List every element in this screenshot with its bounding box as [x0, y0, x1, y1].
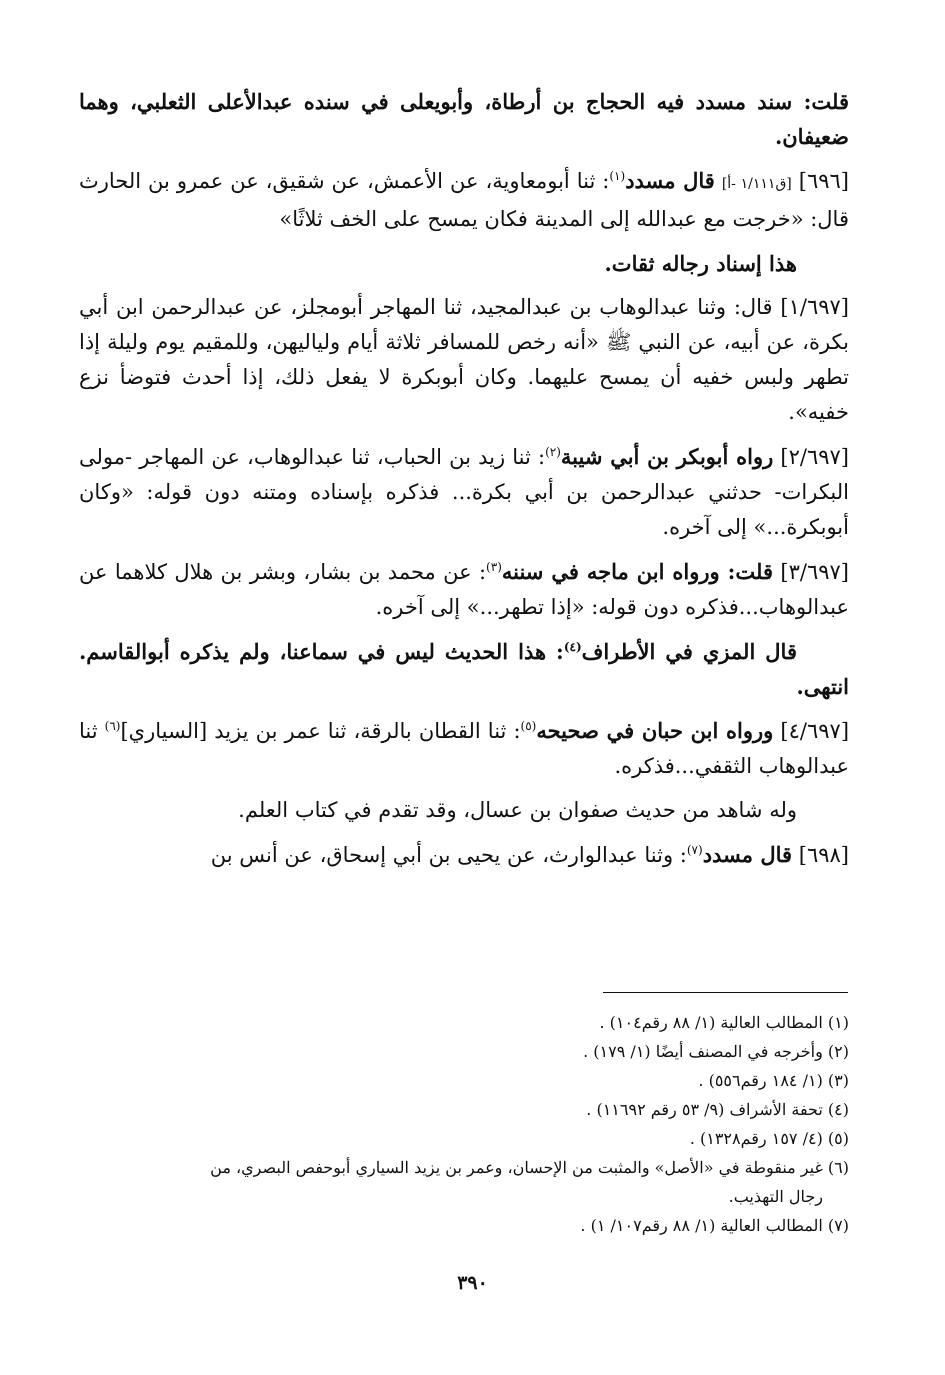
footnote-7: (٧) المطالب العالية (١/ ٨٨ رقم١٠٧/ ١) .	[580, 1216, 849, 1235]
footnote-ref: (٢)	[545, 445, 561, 459]
footnote-6	[79, 1153, 849, 1211]
hadith-text: : ثنا زيد بن الحباب، ثنا عبدالوهاب، عن المهاجر -مولى البكرات- حدثني عبدالرحمن بن أبي بكرة... فذكره بإسناده ومتنه دون قوله: «وكان أبوبكرة...» إلى آخره.	[79, 445, 849, 539]
hadith-697-3	[79, 554, 849, 625]
manuscript-ref: [ق١/١١١ -أ]	[721, 176, 792, 192]
footnote-ref: (٦)	[104, 719, 121, 733]
footnote-ref: (٤)	[563, 640, 582, 654]
hadith-number: [٦٩٦]	[798, 169, 849, 193]
page-number: ٣٩٠	[457, 1272, 488, 1294]
footnote-divider	[603, 992, 848, 993]
footnote-3: (٣) (١/ ١٨٤ رقم٥٥٦) .	[698, 1071, 849, 1090]
hadith-text: : عن محمد بن بشار، وبشر بن هلال كلاهما عن عبدالوهاب...فذكره دون قوله: «إذا تطهر...» إلى آخره.	[79, 560, 849, 619]
footnote-4: (٤) تحفة الأشراف (٩/ ٥٣ رقم ١١٦٩٢) .	[586, 1100, 849, 1119]
hadith-text-end: ثنا عبدالوهاب الثقفي...فذكره.	[79, 719, 849, 778]
hadith-697-1	[79, 290, 849, 430]
footnote-1: (١) المطالب العالية (١/ ٨٨ رقم١٠٤) .	[599, 1013, 849, 1032]
hadith-number: [٤/٦٩٧]	[780, 719, 850, 743]
narrator-bold: قلت: ورواه ابن ماجه في سننه	[501, 559, 774, 584]
mizzi-remark-a: قال المزي في الأطراف	[581, 639, 797, 664]
witness-remark	[79, 793, 849, 828]
footnote-ref: (٧)	[686, 843, 703, 857]
narrator-bold: ورواه ابن حبان في صحيحه	[536, 718, 774, 743]
hadith-697-2	[79, 439, 849, 545]
footnote-ref: (٥)	[520, 719, 537, 733]
hadith-number: [٦٩٨]	[798, 843, 849, 867]
mizzi-remark	[79, 634, 849, 704]
footnote-5: (٥) (٤/ ١٥٧ رقم١٣٢٨) .	[689, 1129, 849, 1148]
footnote-2: (٢) وأخرجه في المصنف أيضًا (١/ ١٧٩) .	[583, 1042, 849, 1061]
footnote-6-continuation: رجال التهذيب.	[728, 1187, 823, 1206]
footnote-ref: (٣)	[486, 560, 502, 574]
footnote-ref: (١)	[609, 169, 626, 183]
hadith-text: : ثنا القطان بالرقة، ثنا عمر بن يزيد [السياري]	[120, 719, 521, 743]
hadith-text: : ثنا أبومعاوية، عن الأعمش، عن شقيق، عن عمرو بن الحارث قال: «خرجت مع عبدالله إلى المدينة فكان يمسح على الخف ثلاثًا»	[79, 169, 849, 231]
comment-text: قلت: سند مسدد فيه الحجاج بن أرطاة، وأبويعلى في سنده عبدالأعلى الثعلبي، وهما ضعيفان.	[79, 89, 849, 149]
hadith-number: [١/٦٩٧]	[780, 295, 849, 319]
paragraph-comment	[79, 84, 849, 154]
footnote-6-text: (٦) غير منقوطة في «الأصل» والمثبت من الإحسان، وعمر بن يزيد السياري أبوحفص البصري، من	[210, 1158, 849, 1177]
hadith-698	[79, 837, 849, 873]
hadith-696	[79, 163, 849, 237]
witness-remark-text: وله شاهد من حديث صفوان بن عسال، وقد تقدم في كتاب العلم.	[238, 798, 797, 822]
hadith-number: [٣/٦٩٧]	[780, 560, 849, 584]
footnotes	[79, 1008, 849, 1240]
isnad-remark	[79, 246, 849, 281]
isnad-remark-text: هذا إسناد رجاله ثقات.	[604, 251, 797, 276]
narrator-bold: قال مسدد	[625, 168, 715, 193]
narrator-bold: قال مسدد	[702, 842, 793, 867]
hadith-number: [٢/٦٩٧]	[780, 445, 849, 469]
hadith-text: : وثنا عبدالوارث، عن يحيى بن أبي إسحاق، عن أنس بن	[210, 843, 687, 867]
narrator-bold: رواه أبوبكر بن أبي شيبة	[560, 444, 774, 469]
hadith-text: قال: وثنا عبدالوهاب بن عبدالمجيد، ثنا المهاجر أبومجلز، عن عبدالرحمن ابن أبي بكرة، عن أبيه، عن النبي ﷺ «أنه رخص للمسافر ثلاثة أيام ولياليهن، وللمقيم يوم وليلة إذا تطهر ولبس خفيه أن يمسح عليهما. وكان أبوبكرة لا يفعل ذلك، إذا أحدث فتوضأ نزع خفيه».	[79, 295, 849, 424]
mizzi-remark-b: : هذا الحديث ليس في سماعنا، ولم يذكره أبوالقاسم. انتهى.	[79, 639, 849, 699]
hadith-697-4	[79, 713, 849, 784]
main-text	[79, 84, 849, 882]
